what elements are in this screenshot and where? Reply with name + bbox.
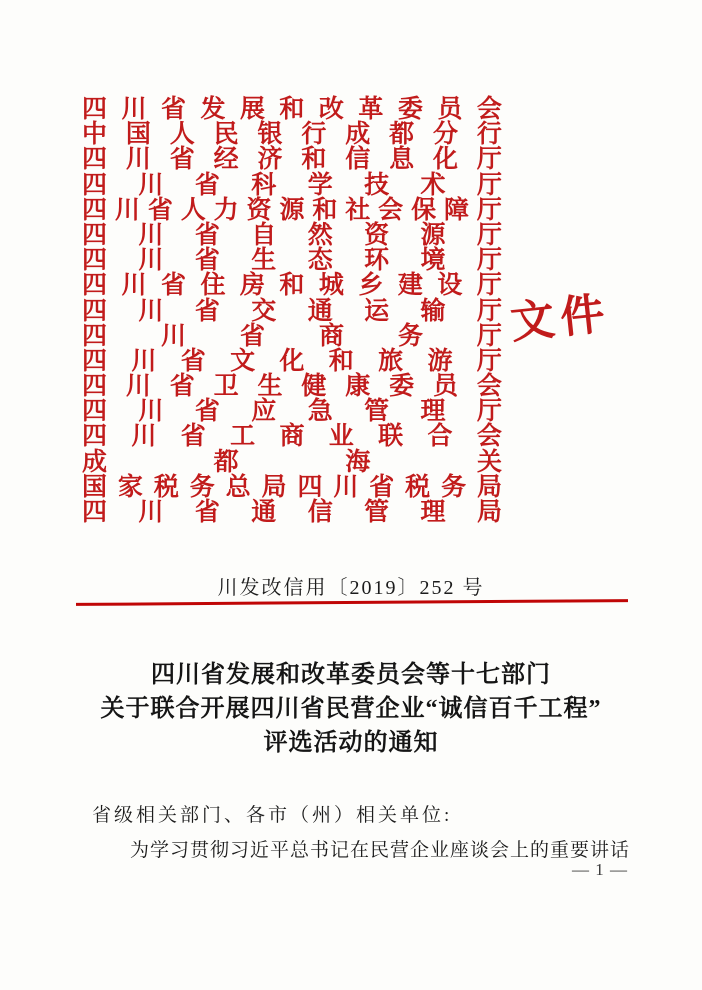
agency-name-char: 局 [261, 473, 287, 501]
agency-name-char: 四 [82, 247, 108, 275]
agency-name-char: 川 [131, 423, 157, 451]
agency-name-char: 学 [307, 171, 333, 199]
agency-name-char: 会 [476, 423, 502, 451]
agency-name-row [82, 399, 502, 424]
agency-name-char: 务 [189, 473, 215, 501]
agency-name-char: 四 [297, 473, 323, 501]
agency-name-char: 川 [333, 473, 359, 501]
wenjian-stamp-text: 文件 [508, 288, 613, 349]
agency-name-char: 发 [200, 96, 226, 123]
agency-name-row [82, 500, 502, 525]
agency-name-char: 四 [82, 347, 108, 375]
agency-name-char: 展 [239, 96, 265, 123]
agency-name-char: 四 [82, 423, 108, 451]
agency-name-char: 康 [345, 373, 371, 401]
agency-name-char: 技 [364, 171, 390, 199]
agency-name-char: 合 [427, 423, 453, 451]
agency-name-char: 资 [364, 221, 390, 249]
agency-name-char: 省 [369, 473, 395, 501]
agency-name-char: 保 [411, 196, 437, 224]
body-paragraph: 为学习贯彻习近平总书记在民营企业座谈会上的重要讲话 [130, 840, 631, 861]
agency-name-char: 四 [82, 322, 108, 350]
agency-name-char: 都 [389, 121, 415, 149]
agency-name-char: 文 [230, 347, 256, 375]
agency-name-row [82, 324, 502, 349]
agency-name-char: 四 [82, 297, 108, 325]
agency-name-char: 分 [433, 121, 459, 149]
agency-name-char: 旅 [378, 347, 404, 375]
agency-name-char: 行 [301, 121, 327, 149]
agency-name-char: 经 [213, 146, 239, 174]
agency-name-char: 厅 [476, 196, 502, 224]
agency-name-char: 省 [194, 171, 220, 199]
title-line-2: 关于联合开展四川省民营企业“诚信百千工程” [100, 696, 602, 722]
agency-name-char: 委 [397, 96, 423, 123]
agency-name-char: 联 [378, 423, 404, 451]
agency-name-char: 家 [117, 473, 143, 501]
agency-name-char: 术 [420, 171, 446, 199]
agency-name-char: 房 [239, 272, 265, 300]
agency-name-char: 省 [194, 499, 220, 526]
document-number: 川发改信用〔2019〕252 号 [217, 577, 485, 599]
agency-name-char: 省 [194, 398, 220, 426]
agency-name-char: 川 [138, 297, 164, 325]
agency-name-char: 税 [405, 473, 431, 501]
agency-name-row [82, 349, 502, 374]
red-divider-line [76, 599, 628, 606]
agency-name-char: 省 [160, 272, 186, 300]
agency-name-char: 人 [169, 121, 195, 149]
agency-name-row [82, 273, 502, 298]
agency-name-row [82, 475, 502, 500]
agency-name-char: 业 [328, 423, 354, 451]
agency-name-char: 民 [213, 121, 239, 149]
salutation-line: 省级相关部门、各市（州）相关单位: [92, 805, 453, 826]
agency-name-char: 省 [180, 347, 206, 375]
agency-name-char: 工 [230, 423, 256, 451]
agency-name-char: 委 [389, 373, 415, 401]
agency-name-char: 川 [125, 146, 151, 174]
agency-name-char: 生 [251, 247, 277, 275]
agency-name-row [82, 299, 502, 324]
agency-name-char: 川 [125, 373, 151, 401]
agency-name-char: 四 [82, 171, 108, 199]
agency-name-char: 商 [279, 423, 305, 451]
agency-name-char: 理 [420, 499, 446, 526]
agency-name-char: 总 [225, 473, 251, 501]
agency-name-char: 川 [121, 272, 147, 300]
agency-name-char: 厅 [476, 146, 502, 174]
agency-name-char: 济 [257, 146, 283, 174]
agency-name-char: 应 [251, 398, 277, 426]
agency-name-char: 四 [82, 96, 108, 123]
agency-name-char: 商 [318, 322, 344, 350]
agency-name-char: 通 [251, 499, 277, 526]
agency-name-char: 员 [433, 373, 459, 401]
agency-name-char: 运 [364, 297, 390, 325]
agency-name-char: 设 [437, 272, 463, 300]
agency-name-char: 省 [180, 423, 206, 451]
agency-name-char: 息 [389, 146, 415, 174]
agency-name-char: 四 [82, 373, 108, 401]
agency-name-char: 通 [307, 297, 333, 325]
agency-name-char: 源 [279, 196, 305, 224]
agency-name-char: 四 [82, 146, 108, 174]
agency-name-char: 局 [476, 473, 502, 501]
title-line-1: 四川省发展和改革委员会等十七部门 [151, 662, 551, 688]
agency-name-char: 省 [239, 322, 265, 350]
agency-name-row [82, 450, 502, 475]
agency-name-row [82, 223, 502, 248]
agency-name-char: 川 [138, 499, 164, 526]
agency-name-char: 省 [194, 297, 220, 325]
agency-name-char: 税 [153, 473, 179, 501]
agency-name-char: 川 [131, 347, 157, 375]
agency-name-char: 会 [378, 196, 404, 224]
agency-name-char: 人 [180, 196, 206, 224]
agency-name-char: 和 [328, 347, 354, 375]
agency-name-char: 务 [441, 473, 467, 501]
agency-name-char: 建 [397, 272, 423, 300]
agency-name-char: 厅 [476, 297, 502, 325]
agency-name-char: 和 [279, 272, 305, 300]
agency-name-char: 行 [476, 121, 502, 149]
agency-name-char: 四 [82, 398, 108, 426]
agency-name-char: 境 [420, 247, 446, 275]
agency-name-char: 成 [82, 448, 108, 476]
agency-name-char: 川 [114, 196, 140, 224]
agency-name-char: 生 [257, 373, 283, 401]
agency-name-char: 理 [420, 398, 446, 426]
agency-name-char: 厅 [476, 171, 502, 199]
agency-name-char: 乡 [358, 272, 384, 300]
agency-name-row [82, 374, 502, 399]
agency-name-char: 关 [476, 448, 502, 476]
agency-name-char: 革 [358, 96, 384, 123]
agency-name-char: 卫 [213, 373, 239, 401]
agency-name-char: 川 [138, 171, 164, 199]
agency-name-char: 中 [82, 121, 108, 149]
agency-name-char: 源 [420, 221, 446, 249]
agency-name-char: 城 [318, 272, 344, 300]
agency-name-char: 川 [121, 96, 147, 123]
agency-name-row [82, 147, 502, 172]
agency-name-char: 管 [364, 398, 390, 426]
agency-name-char: 省 [169, 146, 195, 174]
agency-name-char: 川 [138, 398, 164, 426]
agency-name-char: 急 [307, 398, 333, 426]
agency-name-char: 四 [82, 196, 108, 224]
agency-name-char: 川 [160, 322, 186, 350]
agency-name-char: 信 [307, 499, 333, 526]
agency-name-char: 力 [213, 196, 239, 224]
agency-name-char: 游 [427, 347, 453, 375]
agency-name-char: 化 [279, 347, 305, 375]
agency-name-row [82, 248, 502, 273]
agency-name-char: 自 [251, 221, 277, 249]
agency-name-char: 环 [364, 247, 390, 275]
agency-name-char: 资 [246, 196, 272, 224]
agency-name-char: 川 [138, 247, 164, 275]
agency-name-char: 信 [345, 146, 371, 174]
page-number: — 1 — [572, 860, 628, 879]
agency-name-char: 厅 [476, 221, 502, 249]
agency-name-char: 国 [82, 473, 108, 501]
agency-name-char: 住 [200, 272, 226, 300]
agency-name-char: 省 [169, 373, 195, 401]
agency-name-char: 和 [301, 146, 327, 174]
agency-name-char: 省 [194, 221, 220, 249]
agency-name-char: 态 [307, 247, 333, 275]
agency-name-char: 海 [345, 448, 371, 476]
agency-name-char: 局 [476, 499, 502, 526]
agency-name-char: 然 [307, 221, 333, 249]
agency-name-char: 员 [437, 96, 463, 123]
agency-name-char: 银 [257, 121, 283, 149]
agency-name-char: 国 [125, 121, 151, 149]
agency-name-row [82, 424, 502, 449]
agency-name-char: 输 [420, 297, 446, 325]
agency-name-row [82, 198, 502, 223]
document-title [0, 658, 702, 760]
agency-name-char: 四 [82, 499, 108, 526]
agency-name-char: 交 [251, 297, 277, 325]
agency-name-row [82, 97, 502, 122]
agency-name-char: 会 [476, 373, 502, 401]
agency-name-char: 和 [312, 196, 338, 224]
agency-name-char: 障 [443, 196, 469, 224]
agency-name-char: 健 [301, 373, 327, 401]
agency-name-char: 川 [138, 221, 164, 249]
agency-name-char: 改 [318, 96, 344, 123]
agency-name-char: 四 [82, 221, 108, 249]
agency-name-char: 会 [476, 96, 502, 123]
agency-name-char: 务 [397, 322, 423, 350]
agency-name-char: 都 [213, 448, 239, 476]
agency-name-char: 成 [345, 121, 371, 149]
agency-name-char: 厅 [476, 247, 502, 275]
agency-name-char: 四 [82, 272, 108, 300]
agency-name-char: 厅 [476, 347, 502, 375]
agency-name-char: 省 [160, 96, 186, 123]
agency-name-char: 和 [279, 96, 305, 123]
agency-name-char: 省 [147, 196, 173, 224]
agency-name-char: 厅 [476, 398, 502, 426]
agency-name-char: 化 [433, 146, 459, 174]
agency-name-char: 社 [345, 196, 371, 224]
title-line-3: 评选活动的通知 [263, 730, 439, 756]
agency-name-char: 管 [364, 499, 390, 526]
agency-name-char: 科 [251, 171, 277, 199]
agency-name-char: 省 [194, 247, 220, 275]
agency-name-row [82, 173, 502, 198]
agency-list [82, 97, 502, 525]
agency-name-char: 厅 [476, 272, 502, 300]
agency-name-char: 厅 [476, 322, 502, 350]
agency-name-row [82, 122, 502, 147]
